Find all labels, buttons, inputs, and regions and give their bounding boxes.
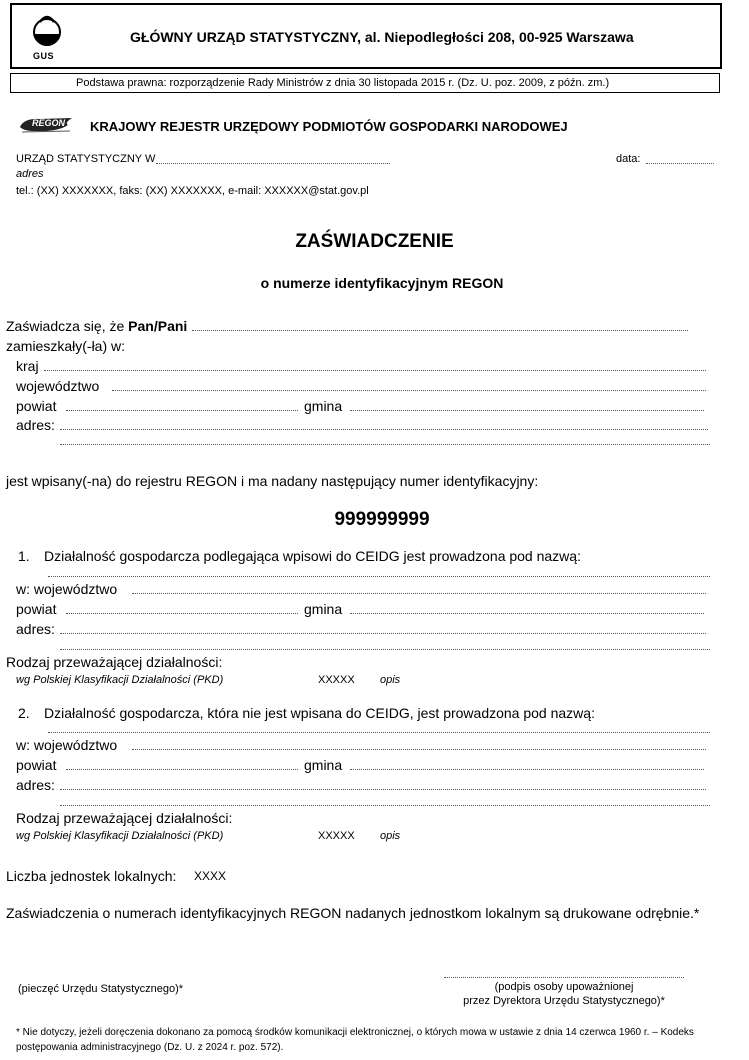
section2-voivodeship-field: [132, 749, 706, 750]
regon-logo: [18, 115, 74, 135]
section1-address-field-2: [60, 649, 710, 650]
section2-num: 2.: [18, 705, 30, 721]
section1-pkd-code: XXXXX: [318, 674, 355, 686]
section1-text: Działalność gospodarcza podlegająca wpisowi do CEIDG jest prowadzona pod nazwą:: [44, 548, 581, 564]
separate-print-note: Zaświadczenia o numerach identyfikacyjnych REGON nadanych jednostkom lokalnym są drukowane odrębnie.*: [6, 905, 700, 921]
office-field: [156, 163, 390, 164]
registry-title: KRAJOWY REJESTR URZĘDOWY PODMIOTÓW GOSPODARKI NARODOWEJ: [90, 119, 568, 134]
country-label: kraj: [16, 358, 39, 374]
gus-logo-text: GUS: [33, 51, 55, 61]
section1-address-field-1: [60, 633, 706, 634]
doc-title: ZAŚWIADCZENIE: [295, 231, 454, 252]
office-label: URZĄD STATYSTYCZNY W: [16, 153, 156, 165]
country-field: [44, 370, 706, 371]
footnote-line-2: postępowania administracyjnego (Dz. U. z 2024 r. poz. 572).: [16, 1042, 284, 1053]
signature-line: [444, 977, 684, 978]
doc-subtitle: o numerze identyfikacyjnym REGON: [260, 275, 504, 291]
county-label: powiat: [16, 398, 57, 414]
local-units-value: XXXX: [194, 869, 227, 883]
legal-basis: Podstawa prawna: rozporządzenie Rady Ministrów z dnia 30 listopada 2015 r. (Dz. U. poz. 2009, z późn. zm.): [76, 77, 610, 89]
section2-address-field-2: [60, 805, 710, 806]
section1-voivodeship-label: w: województwo: [16, 581, 118, 597]
address-label: adres:: [16, 417, 55, 433]
section2-county-label: powiat: [16, 757, 57, 773]
section1-pkd-desc: opis: [380, 674, 401, 686]
section2-name-field: [48, 732, 710, 733]
person-name-field: [192, 330, 688, 331]
resides-label: zamieszkały(-ła) w:: [6, 338, 126, 354]
date-field: [646, 163, 714, 164]
section2-voivodeship-label: w: województwo: [16, 737, 118, 753]
regon-logo-text: REGON: [32, 118, 66, 128]
commune-label: gmina: [304, 398, 343, 414]
certifies-line: [6, 318, 187, 334]
certifies-bold: Pan/Pani: [128, 318, 188, 334]
section2-pkd-label: wg Polskiej Klasyfikacji Działalności (PKD): [16, 830, 224, 842]
regon-number: 999999999: [334, 509, 430, 530]
section2-activity-label: Rodzaj przeważającej działalności:: [16, 810, 233, 826]
section2-address-label: adres:: [16, 777, 55, 793]
header-title: GŁÓWNY URZĄD STATYSTYCZNY, al. Niepodległości 208, 00-925 Warszawa: [130, 29, 634, 45]
section1-county-label: powiat: [16, 601, 57, 617]
address-field-2: [60, 444, 710, 445]
section1-commune-label: gmina: [304, 601, 343, 617]
section1-address-label: adres:: [16, 621, 55, 637]
date-label: data:: [616, 153, 641, 165]
entry-statement: jest wpisany(-na) do rejestru REGON i ma nadany następujący numer identyfikacyjny:: [6, 473, 539, 489]
voivodeship-label: województwo: [16, 378, 100, 394]
section2-county-field: [66, 769, 298, 770]
commune-field: [350, 410, 704, 411]
section2-pkd-desc: opis: [380, 830, 401, 842]
section1-commune-field: [350, 613, 704, 614]
section2-address-field-1: [60, 789, 706, 790]
signature-label-2: przez Dyrektora Urzędu Statystycznego)*: [463, 995, 665, 1007]
contact-info: tel.: (XX) XXXXXXX, faks: (XX) XXXXXXX, e-mail: XXXXXX@stat.gov.pl: [16, 185, 369, 197]
section2-commune-field: [350, 769, 704, 770]
footnote-line-1: * Nie dotyczy, jeżeli doręczenia dokonano za pomocą środków komunikacji elektronicznej, o których mowa w ustawie z dnia 14 czerwca 1960 r. – Kodeks: [16, 1027, 694, 1038]
local-units-label: Liczba jednostek lokalnych:: [6, 868, 177, 884]
section1-num: 1.: [18, 548, 30, 564]
certifies-prefix: Zaświadcza się, że: [6, 318, 125, 334]
stamp-label: (pieczęć Urzędu Statystycznego)*: [18, 983, 184, 995]
section2-pkd-code: XXXXX: [318, 830, 355, 842]
section2-text: Działalność gospodarcza, która nie jest wpisana do CEIDG, jest prowadzona pod nazwą:: [44, 705, 595, 721]
section1-pkd-label: wg Polskiej Klasyfikacji Działalności (PKD): [16, 674, 224, 686]
section1-name-field: [48, 576, 710, 577]
address-label: adres: [16, 168, 44, 180]
address-field-1: [60, 429, 708, 430]
section1-county-field: [66, 613, 298, 614]
section2-commune-label: gmina: [304, 757, 343, 773]
section1-activity-label: Rodzaj przeważającej działalności:: [6, 654, 223, 670]
voivodeship-field: [112, 390, 706, 391]
county-field: [66, 410, 298, 411]
signature-label-1: (podpis osoby upoważnionej: [494, 981, 634, 993]
section1-voivodeship-field: [132, 593, 706, 594]
gus-logo: [30, 8, 64, 62]
